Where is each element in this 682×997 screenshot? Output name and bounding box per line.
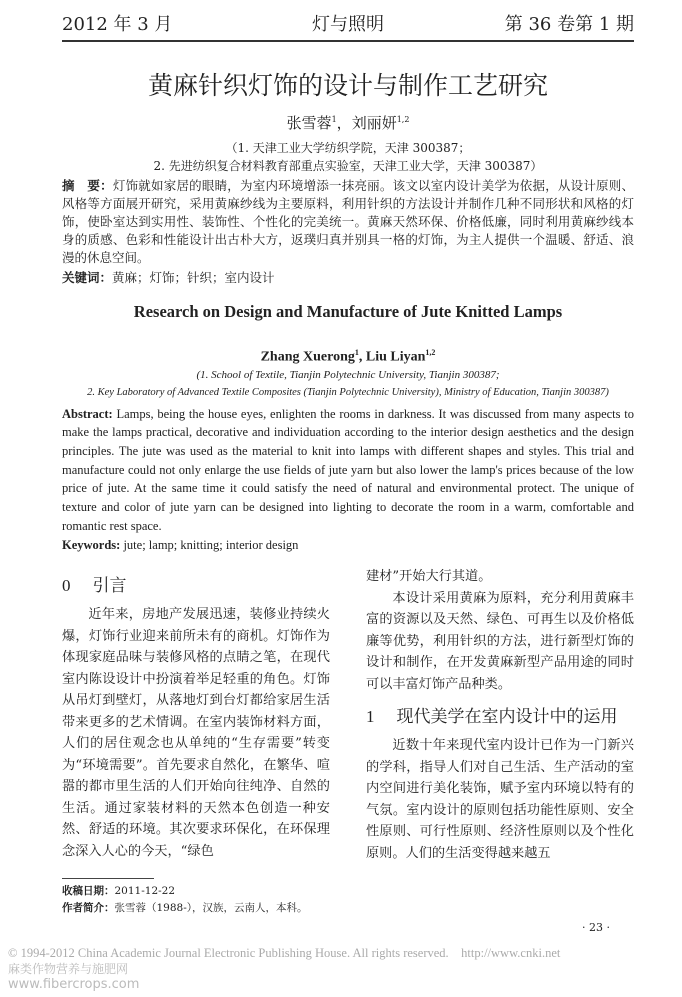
running-header (62, 10, 634, 42)
page-number: · 23 · (582, 921, 610, 935)
watermark (8, 961, 139, 993)
section-0-title: 引言 (92, 576, 127, 597)
received-label: 收稿日期： (62, 885, 115, 898)
author-bio: 张雪蓉（1988-），汉族，云南人，本科。 (114, 902, 308, 915)
abstract-zh-label: 摘 要： (62, 178, 113, 193)
column-right (366, 566, 634, 864)
author-en-1-sup: 1 (354, 348, 359, 357)
header-date: 2012 年 3 月 (62, 14, 173, 35)
author-en-sep: , (358, 349, 366, 365)
author-en-2-sup: 1,2 (425, 348, 436, 357)
section-0-number: 0 (62, 576, 71, 596)
section-0-heading (62, 574, 330, 598)
abstract-zh-text: 灯饰就如家居的眼睛，为室内环境增添一抹亮丽。该文以室内设计美学为依据，从设计原则、风格等方面展开研究，采用黄麻纱线为主要原料，利用针织的方法设计并制作几种不同形状和风格的灯饰，使卧室达到实用性、装饰性、个性化的完美统一。黄麻天然环保、价格低廉，同时利用黄麻纱线本身的质感、色彩和性能设计出古朴大方，返璞归真并别具一格的灯饰，为主人提供一个温暖、舒适、浪漫的休息空间。 (62, 178, 634, 265)
affil-en-1: (1. School of Textile, Tianjin Polytechnic University, Tianjin 300387; (196, 368, 500, 381)
watermark-line-1: 麻类作物营养与施肥网 (8, 962, 129, 977)
abstract-en-label: Abstract: (62, 406, 113, 421)
author-2-sup: 1,2 (396, 115, 410, 124)
authors-en (62, 343, 634, 367)
section-1-heading (366, 705, 634, 729)
keywords-zh (62, 269, 634, 287)
watermark-line-2: www.fibercrops.com (8, 977, 140, 993)
section-0-paragraph-1: 近年来，房地产发展迅速，装修业持续火爆，灯饰行业迎来前所未有的商机。灯饰作为体现家庭品味与装修风格的点睛之笔，在现代室内陈设设计中扮演着举足轻重的角色。灯饰从吊灯到壁灯，从落地灯到台灯都给家居生活带来更多的艺术情调。在室内装饰材料方面，人们的居住观念也从单纯的“生存需要”转变为“环境需要”。首先要求自然化，在繁华、喧嚣的都市里生活的人们开始向往纯净、自然的生活。通过家装材料的天然本色创造一种安然、舒适的环境。其次要求环保化，在环保理念深入人心的今天，“绿色 (62, 607, 330, 859)
authors-zh (62, 110, 634, 133)
footnote-author (62, 900, 634, 917)
section-0-paragraph-1-cont: 建材”开始大行其道。 (366, 569, 492, 585)
copyright: © 1994-2012 China Academic Journal Electronic Publishing House. All rights reserved. http://www.cnki.net (8, 946, 561, 961)
keywords-en (62, 536, 634, 555)
section-0-paragraph-2: 本设计采用黄麻为原料，充分利用黄麻丰富的资源以及天然、绿色、可再生以及价格低廉等优势，利用针织的方法，进行新型灯饰的设计和制作，在开发黄麻新型产品用途的同时可以丰富灯饰产品种类。 (366, 590, 634, 692)
section-1-number: 1 (366, 707, 375, 727)
author-en-2: Liu Liyan (365, 349, 426, 365)
section-1-paragraph-1: 近数十年来现代室内设计已作为一门新兴的学科，指导人们对自己生活、生产活动的室内空间进行美化装饰，赋予室内环境以特有的气氛。室内设计的原则包括功能性原则、安全性原则、可行性原则、经济性原则以及个性化原则。人们的生活变得越来越五 (366, 738, 634, 861)
footnote-rule (62, 878, 154, 879)
abstract-zh (62, 177, 634, 267)
author-2: 刘丽妍 (351, 114, 397, 132)
title-zh: 黄麻针织灯饰的设计与制作工艺研究 (147, 71, 548, 100)
received-date: 2011-12-22 (114, 885, 176, 898)
author-1-sup: 1 (331, 115, 337, 124)
body-columns (62, 566, 634, 864)
affil-en-2: 2. Key Laboratory of Advanced Textile Composites (Tianjin Polytechnic University), Ministry of Education, Tianjin 300387) (87, 386, 609, 398)
keywords-zh-text: 黄麻；灯饰；针织；室内设计 (112, 270, 275, 285)
affil-zh-1: （1. 天津工业大学纺织学院，天津 300387； (225, 141, 471, 155)
keywords-en-label: Keywords: (62, 537, 121, 552)
keywords-en-text: jute; lamp; knitting; interior design (123, 537, 299, 552)
author-bio-label: 作者简介： (62, 902, 115, 915)
author-sep: ， (336, 114, 352, 132)
affil-zh-2: 2. 先进纺织复合材料教育部重点实验室，天津工业大学，天津 300387） (153, 159, 543, 173)
page-footer (0, 940, 682, 997)
column-left (62, 566, 330, 864)
footnote-received (62, 883, 634, 900)
author-1: 张雪蓉 (286, 114, 332, 132)
header-journal: 灯与照明 (312, 14, 384, 35)
abstract-en (62, 405, 634, 536)
abstract-en-text: Lamps, being the house eyes, enlighten the rooms in darkness. It was discussed from many aspects to make the lamps practical, decorative and individuation according to the interior design aesthetics and the design principles. The jute was used as the material to knit into lamps with different shapes and styles. This trial and manufacture could not only enlarge the use fields of jute yarn but also lower the lamp's prices because of the low price of jute. At the same time it could satisfy the need of natural and environmental protect. The unique of texture and color of jute yarn can be designed into lighting to decorate the room in a warm, comfortable and romantic rest space. (62, 406, 635, 533)
author-en-1: Zhang Xuerong (260, 349, 355, 365)
section-1-title: 现代美学在室内设计中的运用 (396, 707, 618, 728)
keywords-zh-label: 关键词： (62, 270, 113, 285)
header-issue: 第 36 卷第 1 期 (504, 14, 634, 35)
title-en: Research on Design and Manufacture of Jute Knitted Lamps (133, 302, 563, 321)
